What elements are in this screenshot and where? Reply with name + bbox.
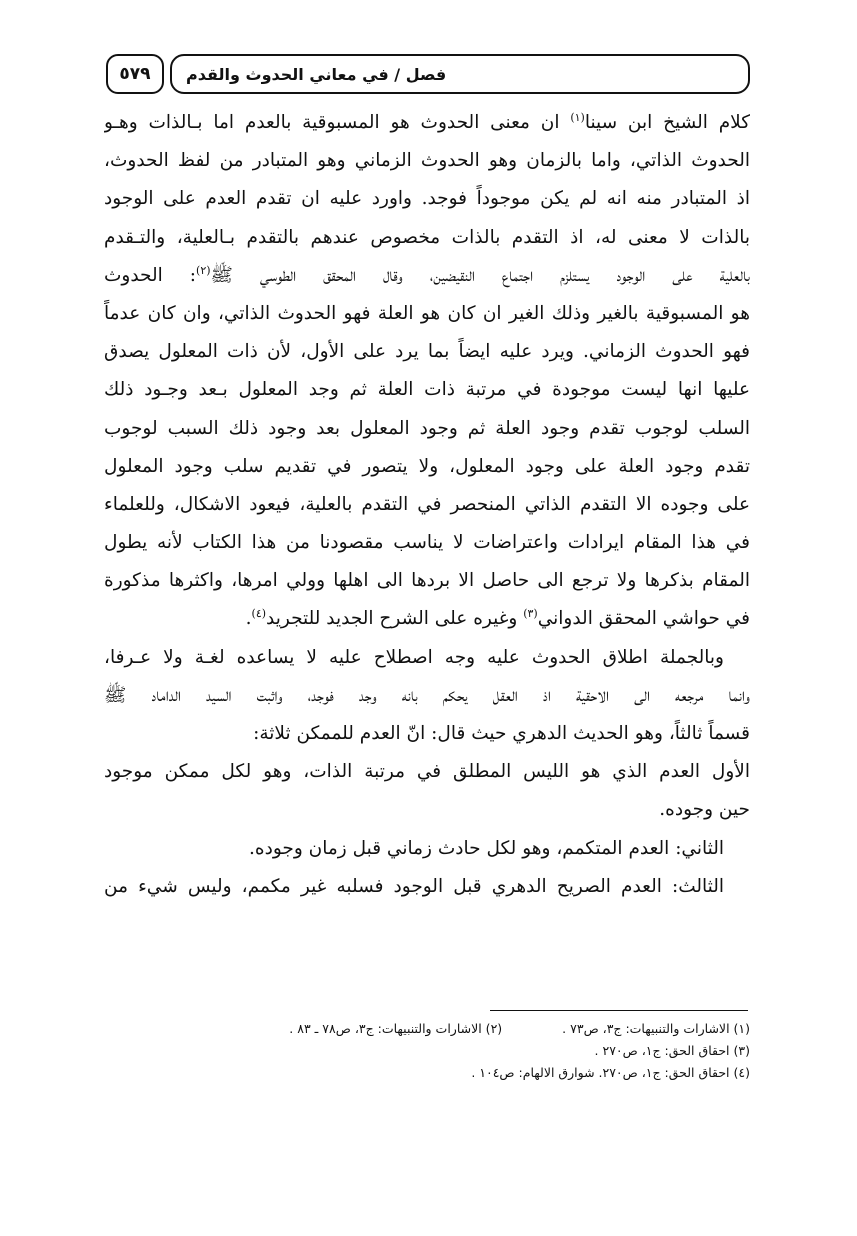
line-text: . xyxy=(245,608,252,630)
line-text: وبالجملة اطلاق الحدوث عليه وجه اصطلاح عليه لا يساعده لغـة ولا عـرفا، xyxy=(104,646,724,668)
section-title: فصل / في معاني الحدوث والقدم xyxy=(186,64,447,84)
line-text: الأول العدم الذي هو الليس المطلق في مرتبة الذات، وهو لكل ممكن موجود xyxy=(104,761,750,783)
body-line xyxy=(104,791,750,829)
body-line xyxy=(104,295,750,333)
footnote-ref: (١) xyxy=(570,110,585,124)
line-text: الثالث: العدم الصريح الدهري قبل الوجود فسلبه غير مكمم، وليس شيء من xyxy=(104,875,724,897)
line-text: في هذا المقام ايرادات واعتراضات لا يناسب مقصودنا من هذا الكتاب لأنه يطول xyxy=(104,532,750,554)
footnote-ref: (٣) xyxy=(523,607,538,621)
page-number: ٥٧٩ xyxy=(119,64,151,84)
body-line xyxy=(104,868,750,906)
body-line xyxy=(104,104,750,142)
page-number-box xyxy=(106,54,164,94)
body-line xyxy=(104,371,750,409)
body-line xyxy=(104,639,750,677)
body-line xyxy=(104,715,750,753)
line-text: ان معنى الحدوث هو المسبوقية بالعدم اما بـالذات وهـو xyxy=(104,112,571,133)
line-text: وانما مرجعه الى الاحقية اذ العقل يحكم بانه وجد فوجد، واثبت السيد الداماد ﷺ xyxy=(104,684,750,706)
body-line xyxy=(104,677,750,715)
line-text: حين وجوده. xyxy=(659,799,750,821)
body-line xyxy=(104,830,750,868)
footnote-row xyxy=(104,1062,750,1084)
body-line xyxy=(104,257,750,295)
line-text: على وجوده الا التقدم الذاتي المنحصر في التقدم بالعلية، فيعود الاشكال، وللعلماء xyxy=(104,493,750,515)
body-line xyxy=(104,448,750,486)
body-line xyxy=(104,486,750,524)
line-text: هو المسبوقية بالغير وذلك الغير ان كان هو العلة فهو الحدوث الذاتي، وان كان عدماً xyxy=(104,302,750,324)
line-text: الثاني: العدم المتكمم، وهو لكل حادث زماني قبل زمان وجوده. xyxy=(249,837,724,859)
line-text: فهو الحدوث الزماني. ويرد عليه ايضاً بما يرد على الأول، لأن ذات المعلول يصدق xyxy=(104,341,750,363)
body-line xyxy=(104,410,750,448)
footnote-3: (٣) احقاق الحق: ج١، ص٢٧٠ . xyxy=(594,1043,750,1058)
line-text: : الحدوث xyxy=(104,264,197,286)
body-line xyxy=(104,180,750,218)
line-text: قسماً ثالثاً، وهو الحديث الدهري حيث قال: انّ العدم للممكن ثلاثة: xyxy=(253,723,750,744)
body-line xyxy=(104,600,750,638)
section-title-box xyxy=(170,54,750,94)
body-line xyxy=(104,219,750,257)
body-text xyxy=(104,104,750,906)
line-text: عليها انها ليست موجودة في مرتبة ذات العلة ثم وجد المعلول بـعد وجـود ذلك xyxy=(104,379,750,401)
line-text: اذ المتبادر منه انه لم يكن موجوداً فوجد. واورد عليه ان تقدم العدم على الوجود xyxy=(104,188,750,210)
line-text: تقدم وجود العلة على وجود المعلول، ولا يتصور في تقديم سلب وجود المعلول xyxy=(104,455,750,477)
line-text: المقام بذكرها ولا ترجع الى حاصل الا بردها الى اهلها وولي امرها، واكثرها مذكورة xyxy=(104,570,750,592)
running-header xyxy=(106,54,750,94)
footnote-4: (٤) احقاق الحق: ج١، ص٢٧٠. شوارق الالهام: ص١٠٤ . xyxy=(471,1065,750,1080)
body-line xyxy=(104,753,750,791)
line-text: وغيره على الشرح الجديد للتجريد xyxy=(266,608,524,630)
line-text: في حواشي المحقق الدواني xyxy=(537,608,750,630)
line-text: السلب لوجوب تقدم وجود العلة ثم وجود المعلول بعد وجود ذلك السبب لوجوب xyxy=(104,417,750,439)
body-line xyxy=(104,524,750,562)
footnotes xyxy=(104,1018,750,1084)
footnote-2: (٢) الاشارات والتنبيهات: ج٣، ص٧٨ ـ ٨٣ . xyxy=(289,1021,503,1036)
body-line xyxy=(104,333,750,371)
footnote-row xyxy=(104,1040,750,1062)
footnote-ref: (٢) xyxy=(196,263,211,277)
line-text: بالذات لا معنى له، اذ التقدم بالذات مخصوص عندهم بالتقدم بـالعلية، والتـقدم xyxy=(104,226,750,248)
body-line xyxy=(104,562,750,600)
footnote-1: (١) الاشارات والتنبيهات: ج٣، ص٧٣ . xyxy=(562,1021,750,1036)
footnote-rule xyxy=(490,1010,748,1011)
footnote-ref: (٤) xyxy=(251,607,267,621)
body-line xyxy=(104,142,750,180)
footnote-row xyxy=(104,1018,750,1040)
line-text: بالعلية على الوجود يستلزم اجتماع النقيضين، وقال المحقق الطوسي ﷺ xyxy=(210,264,750,286)
line-text: الحدوث الذاتي، واما بالزمان وهو الحدوث الزماني وهو المتبادر من لفظ الحدوث، xyxy=(104,150,750,172)
line-text: كلام الشيخ ابن سينا xyxy=(584,112,750,133)
